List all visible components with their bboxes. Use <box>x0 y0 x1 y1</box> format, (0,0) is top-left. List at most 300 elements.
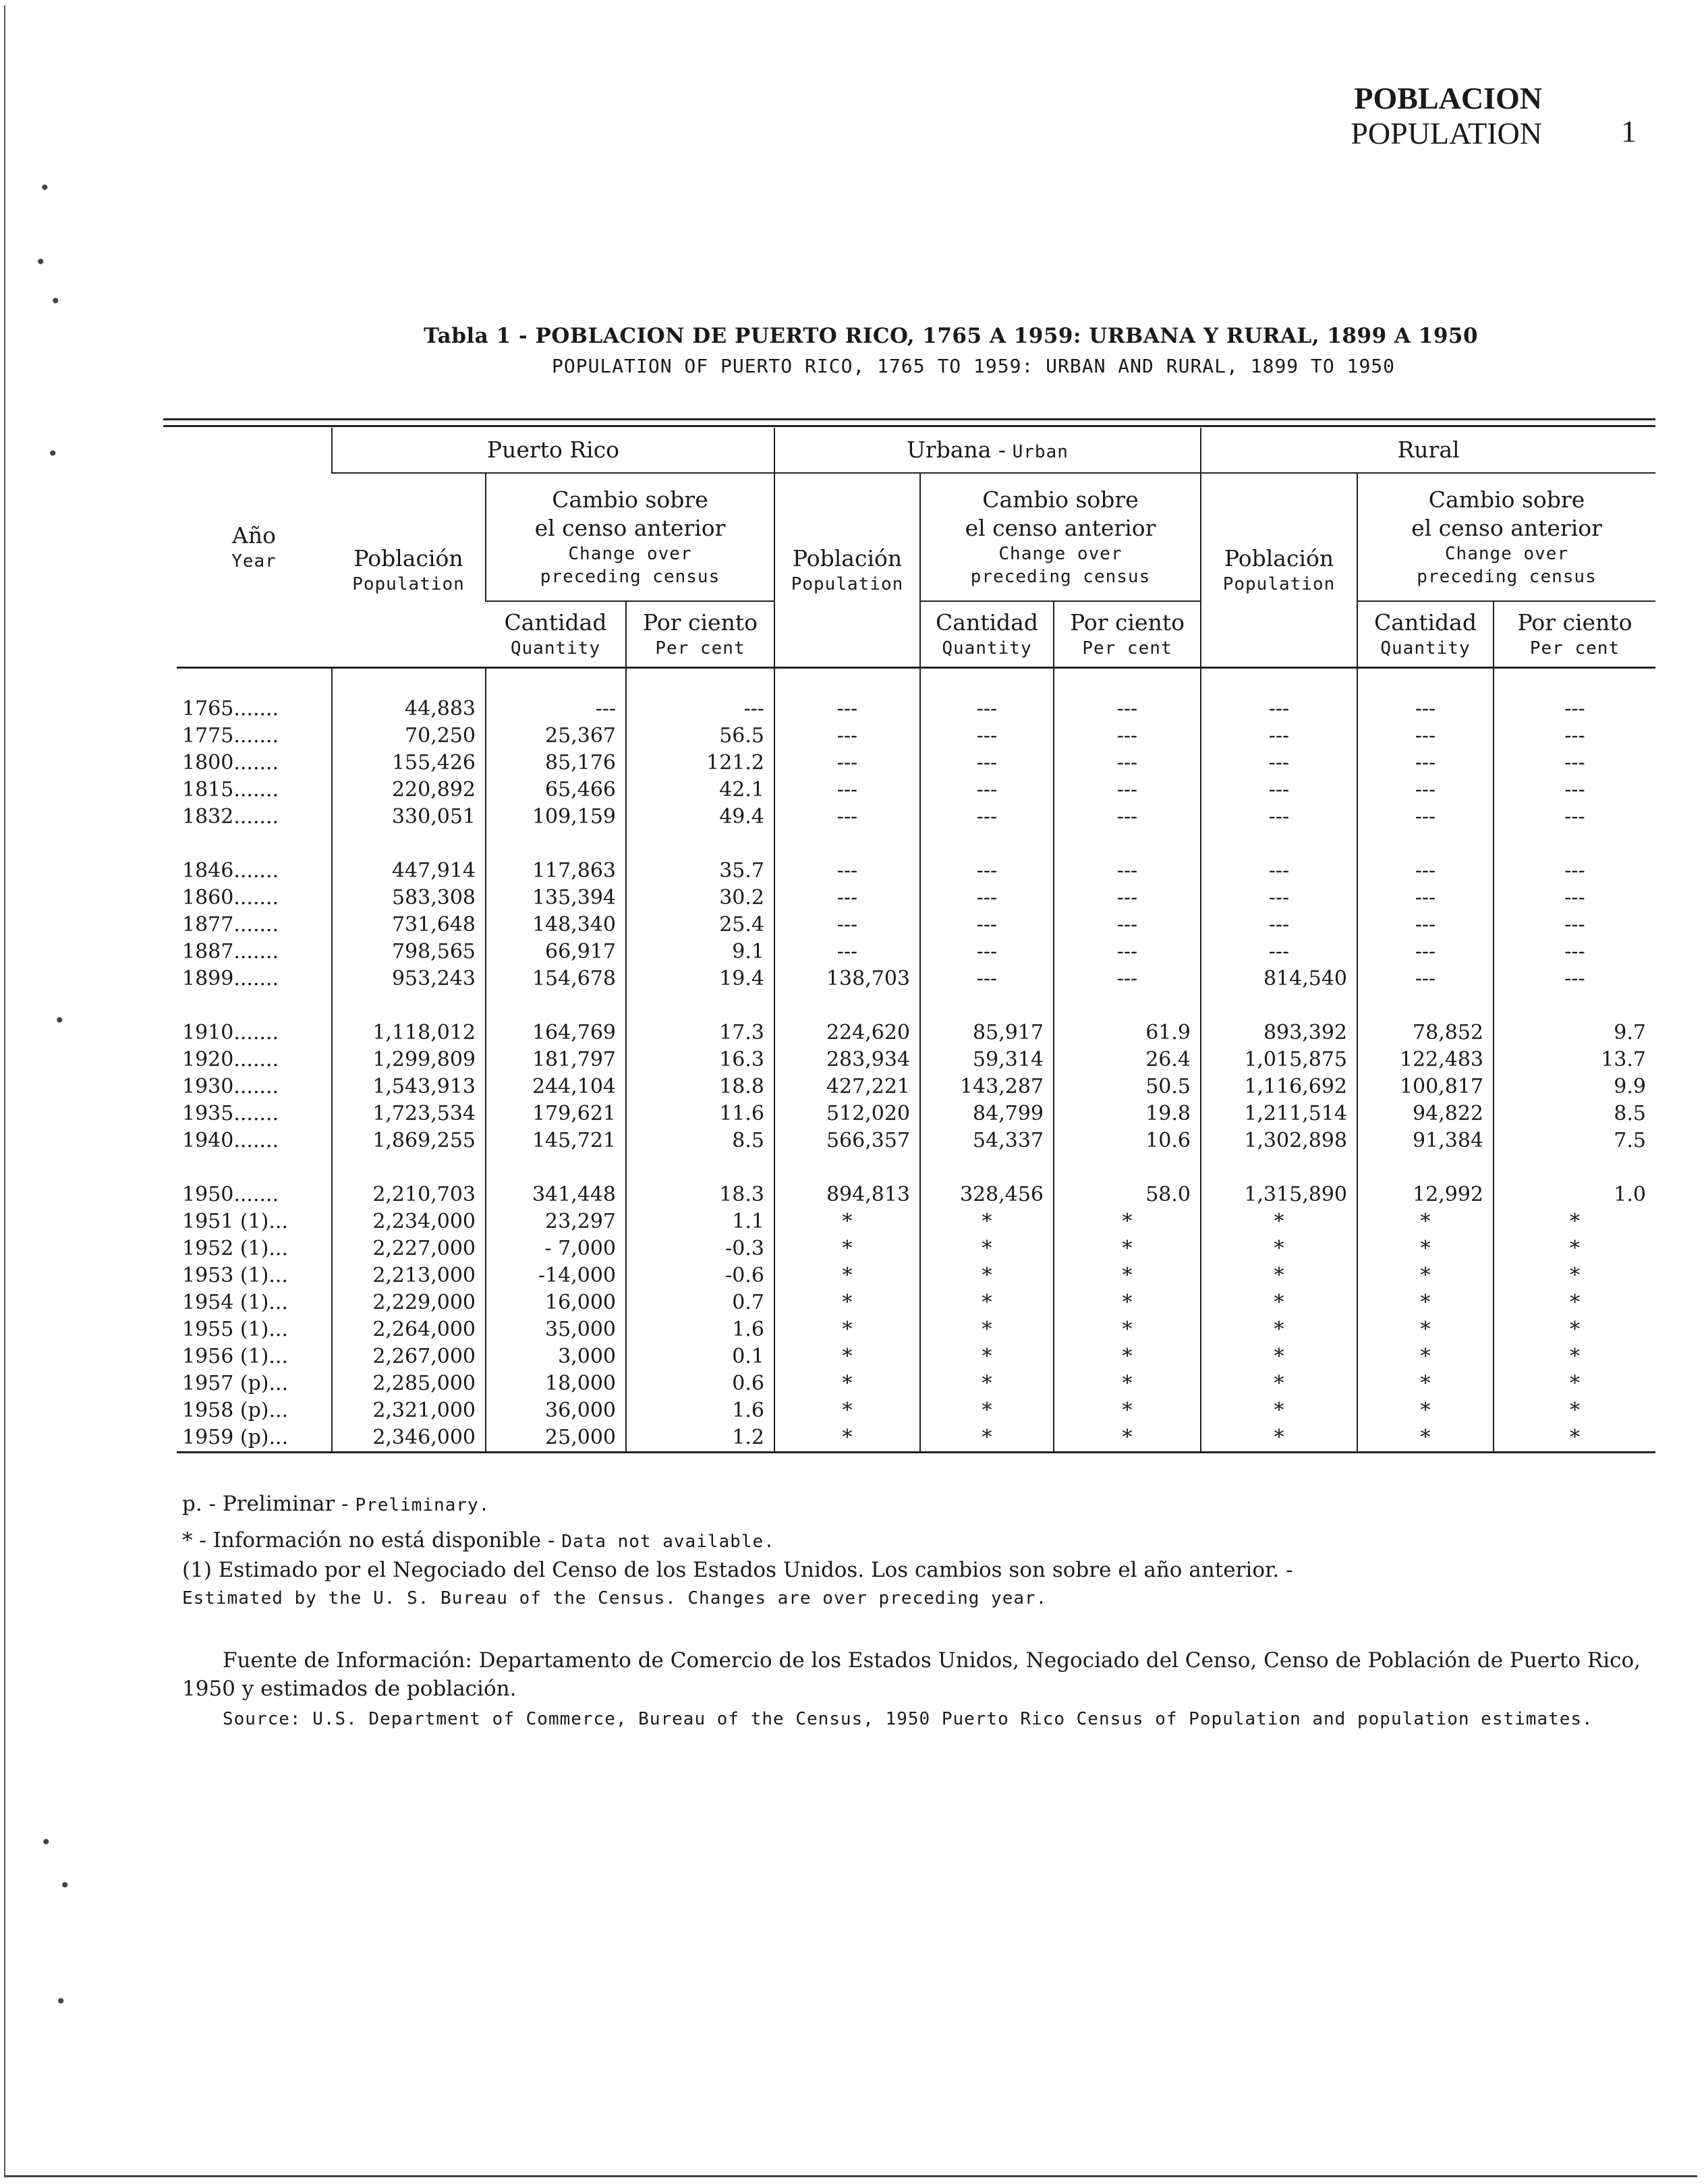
pr-percent-cell: 1.2 <box>626 1424 774 1453</box>
pr-population-cell: 2,234,000 <box>332 1208 486 1235</box>
table-row <box>177 1208 1655 1235</box>
rural-percent-cell: --- <box>1494 723 1655 750</box>
year-cell: 1955 (1)... <box>182 1318 288 1341</box>
rural-population-cell: * <box>1201 1208 1357 1235</box>
rural-percent-cell: --- <box>1494 912 1655 939</box>
rural-population-cell: 1,211,514 <box>1201 1100 1357 1127</box>
pr-percent-cell: 17.3 <box>626 1019 774 1046</box>
rural-quantity-cell: * <box>1357 1289 1494 1316</box>
rural-percent-cell: 7.5 <box>1494 1127 1655 1154</box>
year-cell: 1935....... <box>182 1102 279 1125</box>
pr-percent-cell: 18.3 <box>626 1181 774 1208</box>
urban-quantity-cell: 143,287 <box>920 1073 1054 1100</box>
rural-quantity-cell: * <box>1357 1235 1494 1262</box>
urban-population-cell: --- <box>774 804 920 831</box>
pr-quantity-cell: 36,000 <box>486 1397 626 1424</box>
pr-quantity-cell: 109,159 <box>486 804 626 831</box>
scan-speck: • <box>54 1009 65 1032</box>
table-row <box>177 1343 1655 1370</box>
urban-percent-cell: 26.4 <box>1054 1046 1201 1073</box>
pr-percent-cell: -0.6 <box>626 1262 774 1289</box>
pr-population-cell: 155,426 <box>332 750 486 777</box>
urban-population-cell: 566,357 <box>774 1127 920 1154</box>
pr-population-cell: 583,308 <box>332 885 486 912</box>
urban-quantity-cell: * <box>920 1208 1054 1235</box>
year-header: Año Year <box>177 428 332 668</box>
table-title-en: POPULATION OF PUERTO RICO, 1765 TO 1959: URBAN AND RURAL, 1899 TO 1950 <box>552 355 1396 377</box>
rural-quantity-cell: --- <box>1357 939 1494 965</box>
urban-population-cell: 224,620 <box>774 1019 920 1046</box>
pr-percent-cell: 1.1 <box>626 1208 774 1235</box>
urban-percent-cell: * <box>1054 1397 1201 1424</box>
rural-percent-cell: --- <box>1494 939 1655 965</box>
rural-population-cell: 1,315,890 <box>1201 1181 1357 1208</box>
pr-population-cell: 1,723,534 <box>332 1100 486 1127</box>
urban-percent-cell: --- <box>1054 885 1201 912</box>
rural-population-cell: --- <box>1201 696 1357 723</box>
urban-percent-cell: * <box>1054 1316 1201 1343</box>
urban-percent-cell: * <box>1054 1343 1201 1370</box>
pr-percent-cell: 1.6 <box>626 1397 774 1424</box>
urban-percent-cell: * <box>1054 1262 1201 1289</box>
urban-population-cell: --- <box>774 723 920 750</box>
pr-quantity-cell: 25,367 <box>486 723 626 750</box>
urban-quantity-cell: --- <box>920 858 1054 885</box>
table-row <box>177 1100 1655 1127</box>
urban-population-cell: 512,020 <box>774 1100 920 1127</box>
rural-quantity-cell: 78,852 <box>1357 1019 1494 1046</box>
year-cell: 1815....... <box>182 778 279 802</box>
pr-quantity-cell: 341,448 <box>486 1181 626 1208</box>
table-row <box>177 1370 1655 1397</box>
pr-percent-cell: 25.4 <box>626 912 774 939</box>
urban-population-cell: * <box>774 1262 920 1289</box>
pr-population-cell: 953,243 <box>332 965 486 992</box>
urban-population-cell: --- <box>774 696 920 723</box>
rural-quantity-cell: --- <box>1357 858 1494 885</box>
rural-population-cell: --- <box>1201 723 1357 750</box>
table-top-rule <box>163 418 1655 420</box>
rural-percent-cell: * <box>1494 1424 1655 1453</box>
pr-quantity-cell: 16,000 <box>486 1289 626 1316</box>
year-cell: 1860....... <box>182 886 279 909</box>
pr-population-cell: 2,227,000 <box>332 1235 486 1262</box>
footnote-preliminary: p. - Preliminar - Preliminary. <box>182 1492 490 1516</box>
pr-quantity-cell: 164,769 <box>486 1019 626 1046</box>
table-row <box>177 1181 1655 1208</box>
rural-percent-cell: * <box>1494 1370 1655 1397</box>
urban-percent-cell: * <box>1054 1289 1201 1316</box>
pr-quantity-cell: 154,678 <box>486 965 626 992</box>
pr-quantity-cell: 117,863 <box>486 858 626 885</box>
rural-quantity-cell: --- <box>1357 912 1494 939</box>
rural-percent-cell: 9.7 <box>1494 1019 1655 1046</box>
rural-percent-cell: --- <box>1494 965 1655 992</box>
pr-population-header: Población Population <box>352 545 465 594</box>
pr-population-cell: 2,229,000 <box>332 1289 486 1316</box>
urban-population-cell: * <box>774 1289 920 1316</box>
urban-percent-cell: --- <box>1054 912 1201 939</box>
pr-percent-cell: 56.5 <box>626 723 774 750</box>
rural-quantity-cell: --- <box>1357 804 1494 831</box>
rural-quantity-cell: --- <box>1357 750 1494 777</box>
rural-population-cell: * <box>1201 1370 1357 1397</box>
pr-quantity-cell: 148,340 <box>486 912 626 939</box>
urban-population-cell: * <box>774 1343 920 1370</box>
pr-quantity-header: Cantidad Quantity <box>486 601 626 668</box>
urban-percent-header: Por ciento Per cent <box>1054 601 1201 668</box>
year-cell: 1951 (1)... <box>182 1210 288 1233</box>
urban-quantity-cell: * <box>920 1397 1054 1424</box>
rural-population-cell: 814,540 <box>1201 965 1357 992</box>
year-cell: 1958 (p)... <box>182 1399 289 1422</box>
year-cell: 1952 (1)... <box>182 1237 288 1260</box>
pr-population-cell: 2,213,000 <box>332 1262 486 1289</box>
rural-population-cell: * <box>1201 1343 1357 1370</box>
pr-population-cell: 731,648 <box>332 912 486 939</box>
pr-percent-cell: 18.8 <box>626 1073 774 1100</box>
rural-population-cell: 1,015,875 <box>1201 1046 1357 1073</box>
pr-quantity-cell: 145,721 <box>486 1127 626 1154</box>
table-title-es: Tabla 1 - POBLACION DE PUERTO RICO, 1765 A 1959: URBANA Y RURAL, 1899 A 1950 <box>424 324 1479 348</box>
table-row <box>177 858 1655 885</box>
header-title-es: POBLACION <box>1354 81 1542 115</box>
rural-percent-cell: * <box>1494 1343 1655 1370</box>
table-title <box>0 324 1704 377</box>
rural-percent-cell: --- <box>1494 885 1655 912</box>
table-row <box>177 1073 1655 1100</box>
page-number: 1 <box>1621 114 1637 148</box>
table-spacer-row <box>177 668 1655 696</box>
rural-quantity-cell: * <box>1357 1316 1494 1343</box>
urban-population-cell: * <box>774 1316 920 1343</box>
pr-population-cell: 1,118,012 <box>332 1019 486 1046</box>
rural-quantity-cell: 94,822 <box>1357 1100 1494 1127</box>
pr-quantity-cell: - 7,000 <box>486 1235 626 1262</box>
rural-quantity-cell: * <box>1357 1208 1494 1235</box>
year-cell: 1954 (1)... <box>182 1291 288 1314</box>
table-row <box>177 885 1655 912</box>
table-row <box>177 1046 1655 1073</box>
rural-percent-cell: 8.5 <box>1494 1100 1655 1127</box>
pr-population-cell: 1,299,809 <box>332 1046 486 1073</box>
pr-quantity-cell: 35,000 <box>486 1316 626 1343</box>
table-body <box>177 668 1655 1453</box>
year-cell: 1832....... <box>182 805 279 829</box>
year-cell: 1959 (p)... <box>177 1424 332 1453</box>
urban-percent-cell: 58.0 <box>1054 1181 1201 1208</box>
urban-quantity-cell: * <box>920 1235 1054 1262</box>
urban-population-cell: * <box>774 1424 920 1453</box>
urban-quantity-cell: --- <box>920 723 1054 750</box>
rural-percent-cell: * <box>1494 1316 1655 1343</box>
urban-percent-cell: --- <box>1054 777 1201 804</box>
rural-quantity-cell: * <box>1357 1343 1494 1370</box>
rural-quantity-cell: 100,817 <box>1357 1073 1494 1100</box>
table-gap-row <box>177 831 1655 858</box>
urban-population-cell: 427,221 <box>774 1073 920 1100</box>
urban-percent-cell: 61.9 <box>1054 1019 1201 1046</box>
scan-speck: • <box>47 443 59 465</box>
pr-percent-cell: 11.6 <box>626 1100 774 1127</box>
pr-percent-cell: 30.2 <box>626 885 774 912</box>
rural-population-cell: --- <box>1201 858 1357 885</box>
rural-percent-cell: * <box>1494 1397 1655 1424</box>
urban-quantity-cell: 85,917 <box>920 1019 1054 1046</box>
urban-population-cell: --- <box>774 912 920 939</box>
rural-change-header: Cambio sobre el censo anterior Change over preceding census <box>1357 473 1655 601</box>
urban-population-cell: * <box>774 1397 920 1424</box>
source-es: Fuente de Información: Departamento de Comercio de los Estados Unidos, Negociado del Censo, Censo de Población de Puerto Rico, 1950 y estimados de población. <box>182 1648 1641 1701</box>
urban-quantity-cell: --- <box>920 965 1054 992</box>
urban-population-cell: 894,813 <box>774 1181 920 1208</box>
table-row <box>177 912 1655 939</box>
scan-speck: • <box>59 1874 71 1897</box>
urban-quantity-cell: 59,314 <box>920 1046 1054 1073</box>
year-cell: 1940....... <box>182 1129 279 1152</box>
rural-population-cell: --- <box>1201 777 1357 804</box>
rural-percent-cell: 1.0 <box>1494 1181 1655 1208</box>
year-cell: 1846....... <box>182 859 279 883</box>
year-cell: 1887....... <box>182 940 279 963</box>
table-gap-row <box>177 992 1655 1019</box>
pr-population-cell: 220,892 <box>332 777 486 804</box>
urban-percent-cell: 50.5 <box>1054 1073 1201 1100</box>
pr-percent-cell: --- <box>626 696 774 723</box>
scan-speck: • <box>40 1831 52 1853</box>
pr-percent-cell: 1.6 <box>626 1316 774 1343</box>
pr-population-cell: 1,869,255 <box>332 1127 486 1154</box>
urban-population-cell: --- <box>774 750 920 777</box>
pr-population-cell: 2,264,000 <box>332 1316 486 1343</box>
urban-quantity-cell: * <box>920 1289 1054 1316</box>
rural-percent-cell: * <box>1494 1289 1655 1316</box>
urban-quantity-cell: * <box>920 1316 1054 1343</box>
year-cell: 1953 (1)... <box>182 1264 288 1287</box>
rural-percent-cell: --- <box>1494 858 1655 885</box>
urban-percent-cell: * <box>1054 1208 1201 1235</box>
rural-quantity-cell: * <box>1357 1262 1494 1289</box>
urban-quantity-cell: --- <box>920 912 1054 939</box>
rural-population-cell: * <box>1201 1316 1357 1343</box>
rural-population-cell: --- <box>1201 939 1357 965</box>
rural-population-header: Población Population <box>1201 473 1357 668</box>
rural-population-cell: 1,116,692 <box>1201 1073 1357 1100</box>
source-note <box>182 1646 1659 1733</box>
pr-quantity-cell: 135,394 <box>486 885 626 912</box>
source-en: Source: U.S. Department of Commerce, Bureau of the Census, 1950 Puerto Rico Census of Population and population estimates. <box>223 1709 1593 1729</box>
table-row <box>177 1289 1655 1316</box>
pr-population-cell: 70,250 <box>332 723 486 750</box>
rural-population-cell: --- <box>1201 750 1357 777</box>
urban-quantity-cell: --- <box>920 939 1054 965</box>
pr-quantity-cell: 18,000 <box>486 1370 626 1397</box>
urban-population-cell: --- <box>774 885 920 912</box>
scan-speck: • <box>50 290 61 312</box>
pr-quantity-cell: 23,297 <box>486 1208 626 1235</box>
table-row <box>177 1127 1655 1154</box>
pr-percent-cell: 49.4 <box>626 804 774 831</box>
year-cell: 1877....... <box>182 913 279 936</box>
table-row <box>177 750 1655 777</box>
rural-population-cell: 893,392 <box>1201 1019 1357 1046</box>
urban-percent-cell: 19.8 <box>1054 1100 1201 1127</box>
pr-percent-cell: 16.3 <box>626 1046 774 1073</box>
table-top-rule-2 <box>163 425 1655 427</box>
rural-population-cell: --- <box>1201 804 1357 831</box>
pr-percent-cell: -0.3 <box>626 1235 774 1262</box>
pr-percent-cell: 35.7 <box>626 858 774 885</box>
year-cell: 1920....... <box>182 1048 279 1071</box>
rural-population-cell: * <box>1201 1397 1357 1424</box>
urban-percent-cell: --- <box>1054 939 1201 965</box>
table-row <box>177 723 1655 750</box>
urban-quantity-cell: 328,456 <box>920 1181 1054 1208</box>
urban-change-header: Cambio sobre el censo anterior Change over preceding census <box>920 473 1201 601</box>
rural-percent-cell: * <box>1494 1208 1655 1235</box>
year-cell: 1899....... <box>182 967 279 990</box>
pr-percent-cell: 19.4 <box>626 965 774 992</box>
pr-population-cell: 2,285,000 <box>332 1370 486 1397</box>
pr-population-cell: 798,565 <box>332 939 486 965</box>
rural-percent-cell: 9.9 <box>1494 1073 1655 1100</box>
rural-percent-cell: --- <box>1494 777 1655 804</box>
group-header-rural: Rural <box>1201 428 1655 473</box>
rural-quantity-header: Cantidad Quantity <box>1357 601 1494 668</box>
pr-quantity-cell: 85,176 <box>486 750 626 777</box>
urban-quantity-cell: --- <box>920 885 1054 912</box>
rural-quantity-cell: 122,483 <box>1357 1046 1494 1073</box>
urban-quantity-cell: --- <box>920 777 1054 804</box>
table-row <box>177 696 1655 723</box>
rural-quantity-cell: * <box>1357 1424 1494 1453</box>
pr-quantity-cell: -14,000 <box>486 1262 626 1289</box>
year-cell: 1800....... <box>182 751 279 775</box>
table-row <box>177 1397 1655 1424</box>
scan-speck: • <box>39 177 51 199</box>
urban-percent-cell: * <box>1054 1235 1201 1262</box>
urban-quantity-cell: 84,799 <box>920 1100 1054 1127</box>
urban-percent-cell: * <box>1054 1424 1201 1453</box>
group-header-urban: Urbana - Urban <box>774 428 1201 473</box>
urban-percent-cell: 10.6 <box>1054 1127 1201 1154</box>
urban-quantity-cell: --- <box>920 750 1054 777</box>
pr-percent-cell: 9.1 <box>626 939 774 965</box>
urban-quantity-cell: * <box>920 1262 1054 1289</box>
pr-percent-cell: 8.5 <box>626 1127 774 1154</box>
table-row <box>177 1424 1655 1453</box>
rural-percent-cell: --- <box>1494 750 1655 777</box>
rural-population-cell: 1,302,898 <box>1201 1127 1357 1154</box>
pr-population-cell: 447,914 <box>332 858 486 885</box>
urban-percent-cell: --- <box>1054 723 1201 750</box>
urban-population-cell: * <box>774 1208 920 1235</box>
pr-population-cell: 2,267,000 <box>332 1343 486 1370</box>
rural-percent-cell: 13.7 <box>1494 1046 1655 1073</box>
scan-speck: • <box>55 1990 67 2013</box>
rural-quantity-cell: --- <box>1357 723 1494 750</box>
pr-percent-cell: 0.7 <box>626 1289 774 1316</box>
rural-population-cell: --- <box>1201 912 1357 939</box>
table-row <box>177 1019 1655 1046</box>
urban-population-cell: * <box>774 1370 920 1397</box>
pr-percent-cell: 0.6 <box>626 1370 774 1397</box>
pr-quantity-cell: 181,797 <box>486 1046 626 1073</box>
pr-population-cell: 1,543,913 <box>332 1073 486 1100</box>
scan-speck: • <box>35 251 47 273</box>
pr-population-cell: 44,883 <box>332 696 486 723</box>
footnote-not-available: * - Información no está disponible - Data not available. <box>182 1528 775 1552</box>
year-cell: 1910....... <box>182 1021 279 1044</box>
population-table <box>177 428 1655 1453</box>
pr-quantity-cell: 66,917 <box>486 939 626 965</box>
rural-population-cell: * <box>1201 1424 1357 1453</box>
rural-quantity-cell: --- <box>1357 965 1494 992</box>
pr-quantity-cell: 3,000 <box>486 1343 626 1370</box>
urban-quantity-cell: --- <box>920 696 1054 723</box>
year-cell: 1950....... <box>182 1183 279 1206</box>
urban-percent-cell: --- <box>1054 965 1201 992</box>
urban-population-cell: 283,934 <box>774 1046 920 1073</box>
urban-population-cell: * <box>774 1235 920 1262</box>
urban-percent-cell: --- <box>1054 750 1201 777</box>
pr-quantity-cell: 179,621 <box>486 1100 626 1127</box>
urban-quantity-cell: --- <box>920 804 1054 831</box>
urban-quantity-cell: 54,337 <box>920 1127 1054 1154</box>
pr-population-cell: 2,210,703 <box>332 1181 486 1208</box>
rural-quantity-cell: * <box>1357 1397 1494 1424</box>
footnote-estimate-es: (1) Estimado por el Negociado del Censo de los Estados Unidos. Los cambios son sobre el año anterior. - <box>182 1558 1293 1582</box>
rural-percent-cell: * <box>1494 1235 1655 1262</box>
urban-quantity-cell: * <box>920 1424 1054 1453</box>
urban-population-cell: --- <box>774 858 920 885</box>
table-row <box>177 777 1655 804</box>
year-cell: 1930....... <box>182 1075 279 1098</box>
pr-population-cell: 2,321,000 <box>332 1397 486 1424</box>
rural-quantity-cell: 91,384 <box>1357 1127 1494 1154</box>
urban-percent-cell: --- <box>1054 696 1201 723</box>
pr-population-cell: 330,051 <box>332 804 486 831</box>
urban-quantity-cell: * <box>920 1343 1054 1370</box>
year-cell: 1775....... <box>182 724 279 748</box>
urban-percent-cell: --- <box>1054 804 1201 831</box>
year-cell: 1956 (1)... <box>182 1345 288 1368</box>
rural-percent-cell: * <box>1494 1262 1655 1289</box>
pr-percent-cell: 42.1 <box>626 777 774 804</box>
rural-population-cell: * <box>1201 1262 1357 1289</box>
pr-quantity-cell: 25,000 <box>486 1424 626 1453</box>
urban-population-cell: 138,703 <box>774 965 920 992</box>
table-row <box>177 965 1655 992</box>
urban-population-cell: --- <box>774 939 920 965</box>
rural-population-cell: * <box>1201 1289 1357 1316</box>
table-row <box>177 1235 1655 1262</box>
table-row <box>177 804 1655 831</box>
footnotes <box>182 1490 1666 1613</box>
pr-quantity-cell: 244,104 <box>486 1073 626 1100</box>
pr-percent-cell: 0.1 <box>626 1343 774 1370</box>
rural-percent-cell: --- <box>1494 804 1655 831</box>
rural-population-cell: --- <box>1201 885 1357 912</box>
urban-quantity-cell: * <box>920 1370 1054 1397</box>
urban-population-cell: --- <box>774 777 920 804</box>
table-row <box>177 1316 1655 1343</box>
footnote-estimate-en: Estimated by the U. S. Bureau of the Census. Changes are over preceding year. <box>182 1588 1048 1608</box>
urban-percent-cell: * <box>1054 1370 1201 1397</box>
pr-percent-cell: 121.2 <box>626 750 774 777</box>
urban-quantity-header: Cantidad Quantity <box>920 601 1054 668</box>
rural-quantity-cell: --- <box>1357 885 1494 912</box>
